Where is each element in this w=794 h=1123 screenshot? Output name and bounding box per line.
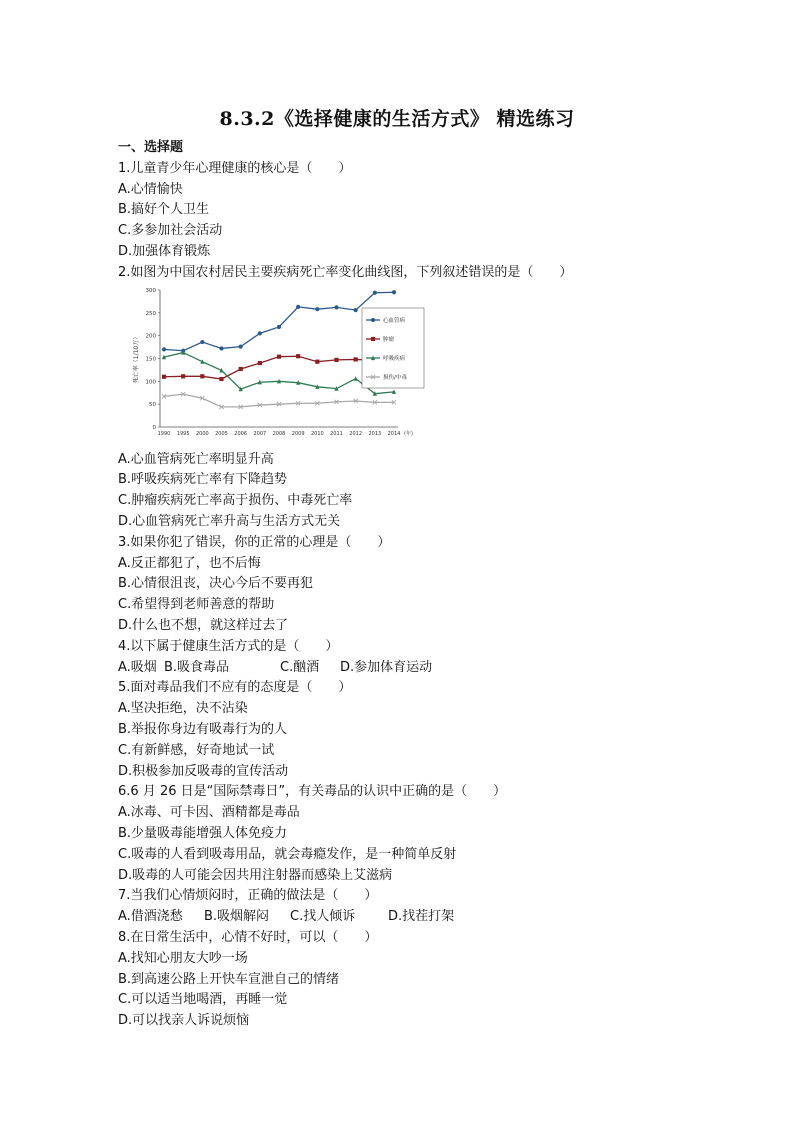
x-tick-label: 2014: [387, 430, 401, 437]
data-point: [181, 374, 185, 378]
question-4-option-a: A.吸烟: [118, 659, 157, 675]
x-tick-label: 2005: [215, 430, 228, 437]
question-6-option-a: A.冰毒、可卡因、酒精都是毒品: [118, 805, 300, 821]
x-tick-label: 2007: [253, 430, 267, 437]
data-point: [219, 377, 223, 381]
x-axis-unit-label: (年): [404, 430, 413, 437]
x-tick-label: 2012: [349, 430, 363, 437]
data-point: [354, 376, 358, 381]
data-point: [315, 359, 319, 363]
question-1-option-a: A.心情愉快: [118, 181, 183, 197]
data-point: [373, 290, 377, 294]
question-4-stem: 4.以下属于健康生活方式的是（ ）: [118, 638, 339, 654]
section-heading: 一、选择题: [118, 140, 184, 155]
x-tick-label: 2008: [272, 430, 286, 437]
data-point: [354, 357, 358, 361]
legend-label: 心血管病: [383, 317, 406, 324]
y-tick-label: 250: [145, 310, 156, 317]
question-3-option-d: D.什么也不想，就这样过去了: [118, 617, 289, 633]
question-7-option-a: A.借酒浇愁: [118, 909, 183, 925]
question-4-option-c: C.酗酒: [280, 659, 320, 675]
question-6-option-b: B.少量吸毒能增强人体免疫力: [118, 825, 288, 841]
question-4-options: [118, 658, 738, 679]
data-point: [219, 346, 223, 350]
data-point: [239, 344, 243, 348]
question-6-option-c: C.吸毒的人看到吸毒用品，就会毒瘾发作，是一种简单反射: [118, 846, 457, 862]
y-tick-label: 150: [145, 356, 156, 363]
question-2-option-d: D.心血管病死亡率升高与生活方式无关: [118, 513, 341, 529]
question-2-option-c: C.肿瘤疾病死亡率高于损伤、中毒死亡率: [118, 493, 353, 509]
question-3-option-c: C.希望得到老师善意的帮助: [118, 597, 275, 613]
question-5-option-d: D.积极参加反吸毒的宣传活动: [118, 763, 289, 779]
question-7-stem: 7.当我们心情烦闷时，正确的做法是（ ）: [118, 888, 378, 904]
data-point: [277, 354, 281, 358]
series-line: [164, 394, 394, 407]
data-point: [371, 317, 375, 321]
y-tick-label: 50: [149, 401, 156, 408]
question-6-stem: 6.6 月 26 日是“国际禁毒日”，有关毒品的认识中正确的是（ ）: [118, 784, 507, 800]
question-8-option-d: D.可以找亲人诉说烦恼: [118, 1013, 250, 1029]
question-3-stem: 3.如果你犯了错误，你的正常的心理是（ ）: [118, 534, 391, 550]
question-8-option-c: C.可以适当地喝酒，再睡一觉: [118, 992, 288, 1008]
data-point: [392, 290, 396, 294]
y-tick-label: 100: [145, 378, 156, 385]
data-point: [277, 324, 281, 328]
page-title: 8.3.2《选择健康的生活方式》 精选练习: [219, 108, 575, 130]
data-point: [296, 354, 300, 358]
question-4-option-b: B.吸食毒品: [164, 659, 230, 675]
y-tick-label: 300: [145, 287, 156, 294]
data-point: [334, 305, 338, 309]
question-1-option-c: C.多参加社会活动: [118, 223, 223, 239]
legend-label: 损伤/中毒: [383, 374, 407, 381]
question-5-stem: 5.面对毒品我们不应有的态度是（ ）: [118, 680, 352, 696]
data-point: [162, 374, 166, 378]
question-list: [118, 138, 738, 1032]
x-tick-label: 2006: [234, 430, 248, 437]
question-2-stem: 2.如图为中国农村居民主要疾病死亡率变化曲线图，下列叙述错误的是（ ）: [118, 264, 573, 280]
question-1-stem: 1.儿童青少年心理健康的核心是（ ）: [118, 160, 352, 176]
question-8-option-b: B.到高速公路上开快车宣泄自己的情绪: [118, 971, 340, 987]
y-axis-label: 死亡率（1/10万）: [133, 333, 140, 383]
x-tick-label: 2000: [195, 430, 209, 437]
y-tick-label: 0: [152, 424, 156, 431]
x-tick-label: 1990: [157, 430, 171, 437]
data-point: [315, 307, 319, 311]
question-8-stem: 8.在日常生活中，心情不好时，可以（ ）: [118, 929, 378, 945]
legend-label: 肿瘤: [383, 336, 395, 343]
x-tick-label: 1995: [176, 430, 190, 437]
data-point: [239, 366, 243, 370]
data-point: [258, 361, 262, 365]
data-point: [371, 336, 375, 340]
question-4-option-d: D.参加体育运动: [340, 659, 433, 675]
data-point: [296, 304, 300, 308]
x-tick-label: 2011: [330, 430, 343, 437]
data-point: [200, 340, 204, 344]
question-7-option-c: C.找人倾诉: [290, 909, 356, 925]
question-6-option-d: D.吸毒的人可能会因共用注射器而感染上艾滋病: [118, 867, 393, 883]
data-point: [334, 357, 338, 361]
data-point: [200, 374, 204, 378]
series-line: [164, 292, 394, 350]
question-3-option-a: A.反正都犯了，也不后悔: [118, 555, 261, 571]
y-tick-label: 200: [145, 333, 156, 340]
question-3-option-b: B.心情很沮丧，决心今后不要再犯: [118, 576, 314, 592]
question-1-option-d: D.加强体育锻炼: [118, 243, 211, 259]
x-tick-label: 2010: [310, 430, 324, 437]
question-7-options: [118, 907, 738, 928]
question-5-option-a: A.坚决拒绝，决不沾染: [118, 701, 248, 717]
mortality-chart-container: [126, 286, 738, 444]
data-point: [258, 331, 262, 335]
question-1-option-b: B.搞好个人卫生: [118, 202, 210, 218]
question-8-option-a: A.找知心朋友大吵一场: [118, 950, 248, 966]
data-point: [162, 347, 166, 351]
question-2-option-b: B.呼吸疾病死亡率有下降趋势: [118, 472, 288, 488]
legend-label: 呼吸疾病: [383, 355, 406, 362]
x-tick-label: 2013: [368, 430, 382, 437]
mortality-line-chart: [126, 286, 426, 444]
question-2-option-a: A.心血管病死亡率明显升高: [118, 451, 274, 467]
question-5-option-c: C.有新鲜感，好奇地试一试: [118, 742, 275, 758]
question-7-option-b: B.吸烟解闷: [204, 909, 270, 925]
question-5-option-b: B.举报你身边有吸毒行为的人: [118, 721, 288, 737]
data-point: [354, 308, 358, 312]
x-tick-label: 2009: [291, 430, 305, 437]
question-7-option-d: D.找茬打架: [388, 909, 455, 925]
